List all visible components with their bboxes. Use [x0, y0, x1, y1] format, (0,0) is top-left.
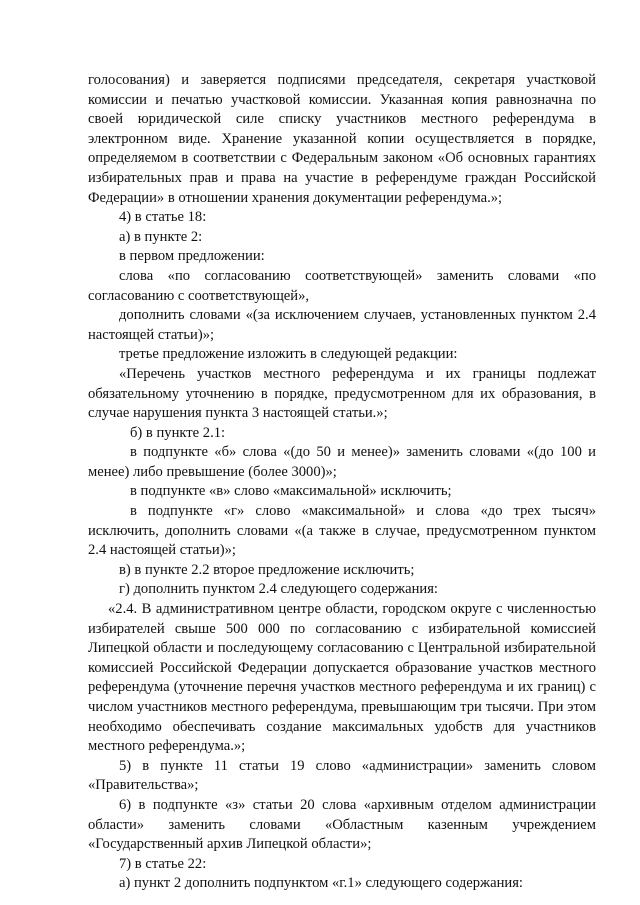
paragraph-words-replace: слова «по согласованию соответствующей» заменить словами «по согласованию с соответствующей»,: [88, 267, 596, 304]
paragraph-item-7-a: а) пункт 2 дополнить подпунктом «г.1» следующего содержания:: [119, 875, 523, 892]
paragraph-item-7: 7) в статье 22:: [119, 855, 207, 872]
paragraph-subitem-a: а) в пункте 2:: [119, 228, 203, 245]
paragraph-subitem-g: г) дополнить пунктом 2.4 следующего содержания:: [119, 581, 438, 598]
paragraph-subitem-v: в) в пункте 2.2 второе предложение исключить;: [119, 561, 415, 578]
paragraph-subpoint-b: в подпункте «б» слова «(до 50 и менее)» заменить словами «(до 100 и менее) либо превышение (более 3000)»;: [88, 444, 596, 480]
paragraph-first-sentence: в первом предложении:: [119, 248, 265, 265]
paragraph-item-5: 5) в пункте 11 статьи 19 слово «администрации» заменить словом «Правительства»;: [88, 757, 596, 794]
paragraph-subpoint-g: в подпункте «г» слово «максимальной» и слова «до трех тысяч» исключить, дополнить словами «(а также в случае, предусмотренном пунктом 2.4 настоящей статьи)»;: [88, 503, 596, 559]
paragraph-item-6: 6) в подпункте «з» статьи 20 слова «архивным отделом администрации области» заменить словами «Областным казенным учреждением «Государственный архив Липецкой области»;: [88, 796, 596, 853]
paragraph-item-4: 4) в статье 18:: [119, 209, 207, 226]
paragraph-subitem-b: б) в пункте 2.1:: [130, 424, 226, 441]
paragraph-third-sentence: третье предложение изложить в следующей редакции:: [119, 346, 458, 363]
paragraph-subpoint-v: в подпункте «в» слово «максимальной» исключить;: [130, 483, 452, 500]
document-page: [88, 71, 596, 894]
paragraph-point-2-4: «2.4. В административном центре области, городском округе с численностью избирателей свыше 500 000 по согласованию с избирательной комиссией Липецкой области и последующему согласованию с Центральной избирательной комиссией Российской Федерации допускается образование участков местного референдума (уточнение перечня участков местного референдума и их границ) с числом участников местного референдума, превышающим три тысячи. При этом необходимо обеспечивать создание максимальных удобств для участников местного референдума.»;: [88, 601, 596, 755]
paragraph-continuation: голосования) и заверяется подписями председателя, секретаря участковой комиссии и печатью участковой комиссии. Указанная копия равнозначна по своей юридической силе списку участников местного референдума в электронном виде. Хранение указанной копии осуществляется в порядке, определяемом в соответствии с Федеральным законом «Об основных гарантиях избирательных прав и права на участие в референдуме граждан Российской Федерации» в отношении хранения документации референдума.»;: [88, 72, 596, 206]
paragraph-quote-list: «Перечень участков местного референдума и их границы подлежат обязательному уточнению в порядке, предусмотренном для их образования, в случае нарушения пункта 3 настоящей статьи.»;: [88, 365, 596, 422]
paragraph-supplement: дополнить словами «(за исключением случаев, установленных пунктом 2.4 настоящей статьи)»;: [88, 307, 596, 343]
